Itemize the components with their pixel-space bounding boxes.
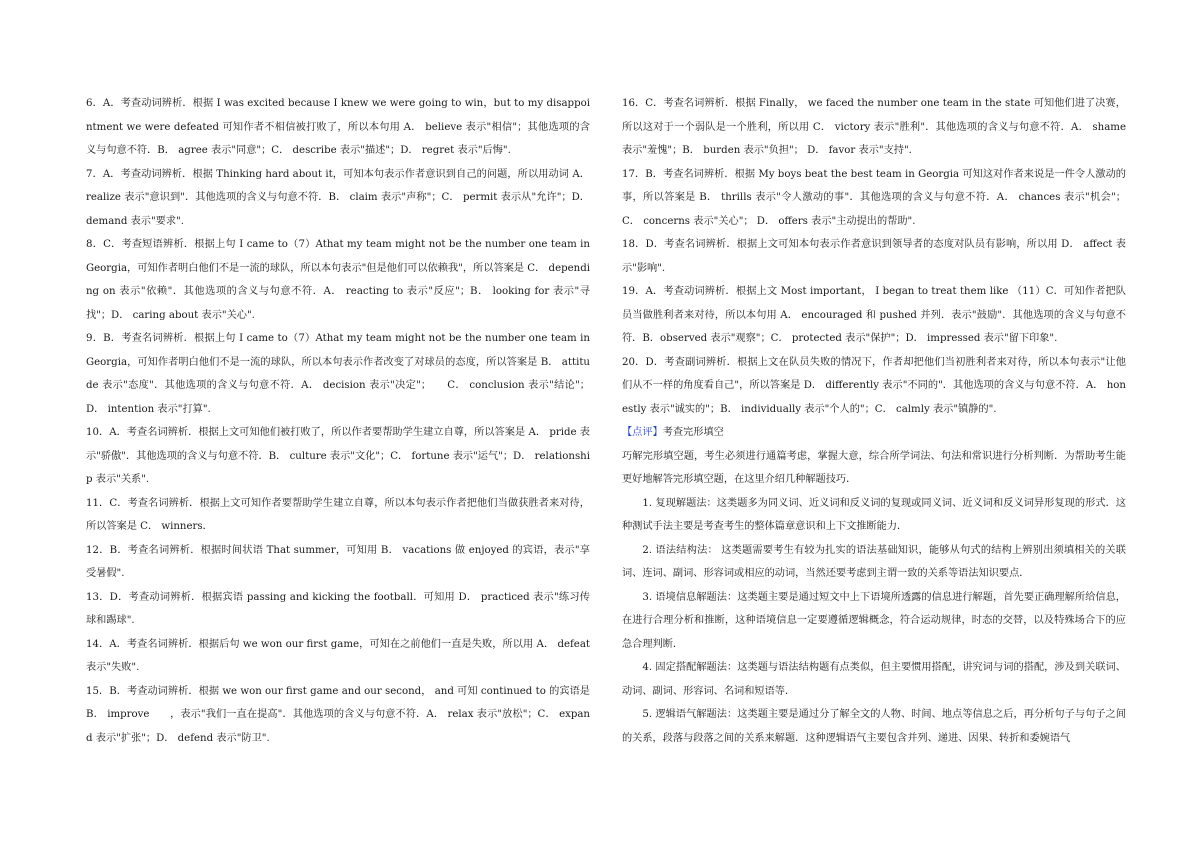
answer-17: 17．B．考查名词辨析．根据 My boys beat the best team in Georgia 可知这对作者来说是一件令人激动的事，所以答案是 B． thrills 表示"令人激动的事"．其他选项的含义与句意不符．A． chances 表示"机会"；C． concerns 表示"关心"； D． offers 表示"主动提出的帮助". [622, 168, 1126, 227]
answer-16: 16．C．考查名词辨析．根据 Finally， we faced the number one team in the state 可知他们进了决赛，所以这对于一个弱队是一个胜利，所以用 C． victory 表示"胜利"．其他选项的含义与句意不符．A． shame 表示"羞愧"；B． burden 表示"负担"； D． favor 表示"支持". [622, 98, 1126, 156]
answer-11: 11．C．考查名词辨析．根据上文可知作者要帮助学生建立自尊，所以本句表示作者把他们当做获胜者来对待，所以答案是 C． winners． [86, 497, 590, 532]
answer-6: 6．A．考查动词辨析．根据 I was excited because I knew we were going to win，but to my disappointment we were defeated 可知作者不相信被打败了，所以本句用 A． believe 表示"相信"；其他选项的含义与句意不符．B． agree 表示"同意"；C． describe 表示"描述"；D． regret 表示"后悔". [86, 98, 590, 156]
answer-13: 13．D．考查动词辨析．根据宾语 passing and kicking the football．可知用 D． practiced 表示"练习传球和踢球". [86, 591, 590, 626]
comment-heading [622, 421, 1126, 445]
answer-12: 12．B．考查名词辨析．根据时间状语 That summer，可知用 B． vacations 做 enjoyed 的宾语，表示"享受暑假". [86, 544, 590, 579]
tip-item: 4. 固定搭配解题法：这类题与语法结构题有点类似，但主要惯用搭配，讲究词与词的搭配，涉及到关联词、动词、副词、形容词、名词和短语等． [622, 662, 1126, 697]
answer-19: 19．A．考查动词辨析．根据上文 Most important， I began to treat them like （11）C．可知作者把队员当做胜利者来对待，所以本句用 A． encouraged 和 pushed 并列．表示"鼓励"．其他选项的含义与句意不符．B．observed 表示"观察"；C． protected 表示"保护"；D． impressed 表示"留下印象". [622, 286, 1126, 344]
answer-18: 18．D．考查名词辨析．根据上文可知本句表示作者意识到领导者的态度对队员有影响，所以用 D． affect 表示"影响". [622, 239, 1126, 274]
comment-title: 考查完形填空 [662, 427, 724, 438]
right-column [622, 92, 1126, 750]
answer-14: 14．A．考查名词辨析．根据后句 we won our first game，可知在之前他们一直是失败，所以用 A． defeat 表示"失败". [86, 638, 590, 673]
tip-item: 3. 语境信息解题法：这类题主要是通过短文中上下语境所透露的信息进行解题，首先要正确理解所给信息，在进行合理分析和推断，这种语境信息一定要遵循逻辑概念，符合运动规律，时态的交替，以及特殊场合下的应急合理判断． [622, 591, 1126, 650]
left-column [86, 92, 590, 750]
comment-intro: 巧解完形填空题，考生必须进行通篇考虑，掌握大意，综合所学词法、句法和常识进行分析判断．为帮助考生能更好地解答完形填空题，在这里介绍几种解题技巧． [622, 450, 1126, 485]
answer-10: 10．A．考查名词辨析．根据上文可知他们被打败了，所以作者要帮助学生建立自尊，所以答案是 A． pride 表示"骄傲"．其他选项的含义与句意不符．B． culture 表示"文化"；C． fortune 表示"运气"；D． relationship 表示"关系". [86, 427, 590, 485]
answer-20: 20．D．考查副词辨析．根据上文在队员失败的情况下，作者却把他们当初胜利者来对待，所以本句表示"让他们从不一样的角度看自己"，所以答案是 D． differently 表示"不同的"．其他选项的含义与句意不符．A． honestly 表示"诚实的"；B． individually 表示"个人的"；C． calmly 表示"镇静的". [622, 356, 1126, 415]
answer-15: 15．B．考查动词辨析．根据 we won our first game and our second， and 可知 continued to 的宾语是 B． improve ，表示"我们一直在提高"．其他选项的含义与句意不符．A． relax 表示"放松"；C． expand 表示"扩张"；D． defend 表示"防卫". [86, 685, 590, 744]
comment-tag: 【点评】 [622, 427, 663, 438]
answer-9: 9．B．考查名词辨析．根据上句 I came to（7）Athat my team might not be the number one team in Georgia，可知作者明白他们不是一流的球队，所以本句表示作者改变了对球员的态度，所以答案是 B． attitude 表示"态度"．其他选项的含义与句意不符．A． decision 表示"决定"； C． conclusion 表示"结论"；D． intention 表示"打算". [86, 333, 590, 415]
answer-8: 8．C．考查短语辨析．根据上句 I came to（7）Athat my team might not be the number one team in Georgia，可知作者明白他们不是一流的球队，所以本句表示"但是他们可以依赖我"，所以答案是 C． depending on 表示"依赖"．其他选项的含义与句意不符．A． reacting to 表示"反应"；B． looking for 表示"寻找"；D． caring about 表示"关心". [86, 239, 590, 321]
tip-item: 2. 语法结构法： 这类题需要考生有较为扎实的语法基础知识，能够从句式的结构上辨别出须填相关的关联词、连词、副词、形容词或相应的动词，当然还要考虑到主谓一致的关系等语法知识要点． [622, 544, 1126, 579]
tip-item: 1. 复现解题法：这类题多为同义词、近义词和反义词的复现或同义词、近义词和反义词异形复现的形式．这种测试手法主要是考查考生的整体篇章意识和上下文推断能力． [622, 497, 1126, 532]
tip-item: 5. 逻辑语气解题法：这类题主要是通过分了解全文的人物、时间、地点等信息之后，再分析句子与句子之间的关系，段落与段落之间的关系来解题．这种逻辑语气主要包含并列、递进、因果、转折和委婉语气 [622, 709, 1126, 744]
answer-7: 7．A．考查动词辨析．根据 Thinking hard about it，可知本句表示作者意识到自己的问题，所以用动词 A． realize 表示"意识到"．其他选项的含义与句意不符．B． claim 表示"声称"；C． permit 表示从"允许"；D． demand 表示"要求". [86, 168, 590, 227]
